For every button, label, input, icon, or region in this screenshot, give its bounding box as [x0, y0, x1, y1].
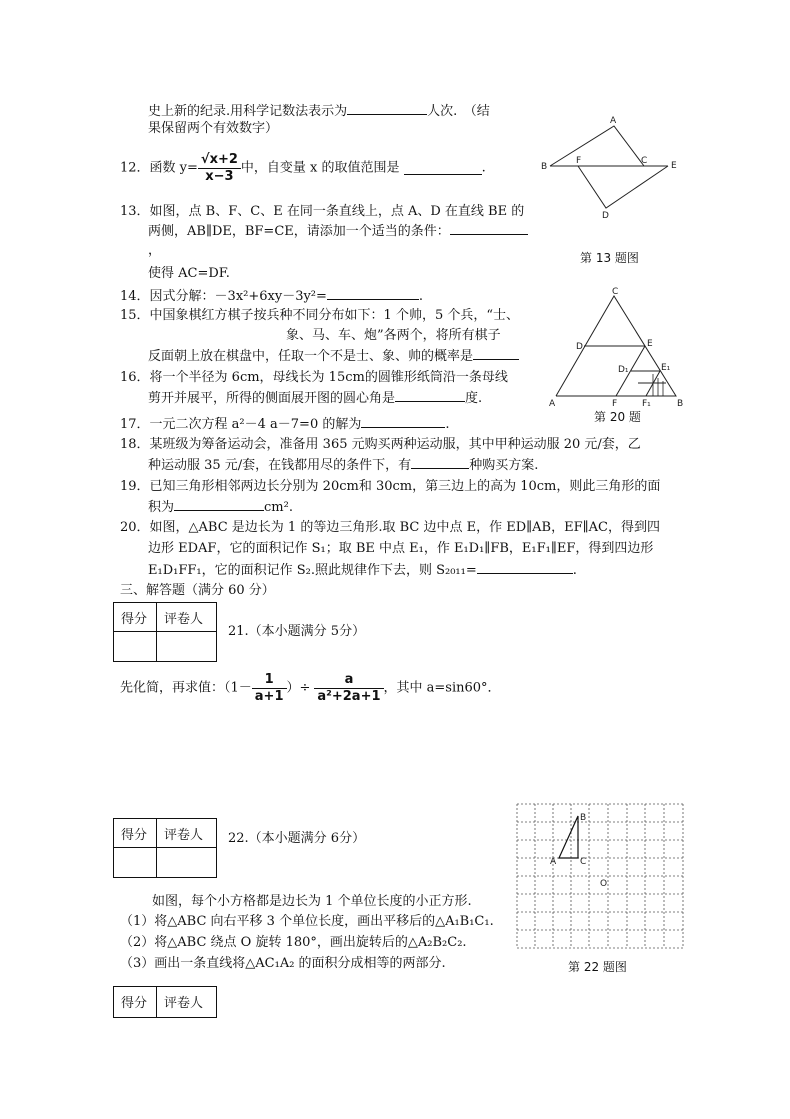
q17-answer-blank[interactable] — [361, 415, 445, 428]
label-C: C — [641, 156, 648, 166]
q12-answer-blank[interactable] — [404, 162, 482, 175]
label-B: B — [580, 813, 587, 823]
label-B: B — [677, 399, 684, 409]
q19-line2: 积为 cm². — [148, 500, 293, 515]
score-input[interactable] — [114, 848, 156, 877]
figure-22 — [515, 802, 687, 952]
q22-line4: （3）画出一条直线将△AC₁A₂ 的面积分成相等的两部分. — [120, 956, 446, 971]
q13-line4: 使得 AC=DF. — [148, 266, 230, 281]
q15-answer-blank[interactable] — [473, 347, 519, 360]
label-F: F — [576, 156, 582, 166]
grader-input[interactable] — [157, 632, 216, 661]
q13-line1: 13．如图，点 B、F、C、E 在同一条直线上，点 A、D 在直线 BE 的 — [120, 204, 525, 219]
score-table-1 — [113, 602, 217, 662]
label-E: E — [671, 161, 677, 171]
q16-answer-blank[interactable] — [395, 389, 465, 402]
q22-line3: （2）将△ABC 绕点 O 旋转 180°，画出旋转后的△A₂B₂C₂. — [120, 935, 467, 950]
figure-13 — [538, 116, 688, 221]
score-label: 得分 — [121, 828, 148, 843]
q19-answer-blank[interactable] — [174, 498, 264, 511]
q18-line1: 18．某班级为筹备运动会，准备用 365 元购买两种运动服，其中甲种运动服 20 元/套，乙 — [120, 437, 641, 452]
q21-fraction-2: $\frac{a}{\text{a²+2a+1}}$ — [314, 672, 383, 705]
label-A: A — [550, 857, 557, 867]
q22-header: 22.（本小题满分 6分） — [228, 831, 366, 846]
q13-line3: ， — [148, 243, 162, 258]
figure-20 — [546, 288, 686, 410]
label-C: C — [612, 287, 619, 297]
q20-line1: 20．如图，△ABC 是边长为 1 的等边三角形.取 BC 边中点 E，作 ED∥AB，EF∥AC，得到四 — [120, 520, 660, 535]
q22-line1: 如图，每个小方格都是边长为 1 个单位长度的小正方形. — [152, 894, 472, 909]
label-F: F — [612, 399, 618, 409]
q17: 17．一元二次方程 a²－4 a－7=0 的解为 . — [120, 417, 450, 432]
label-F1: F₁ — [642, 399, 651, 409]
label-B: B — [541, 162, 548, 172]
q15-line3: 反面朝上放在棋盘中，任取一个不是士、象、帅的概率是 — [148, 347, 519, 366]
q13-answer-blank[interactable] — [450, 222, 528, 235]
q16-line1: 16．将一个半径为 6cm，母线长为 15cm的圆锥形纸筒沿一条母线 — [120, 370, 508, 385]
q15-line2: 象、马、车、炮”各两个，将所有棋子 — [286, 328, 501, 343]
q21-fraction-1: $\frac{1}{a+1}$ — [252, 672, 287, 705]
q20-line3: E₁D₁FF₁，它的面积记作 S₂.照此规律作下去，则 S₂₀₁₁= . — [148, 563, 577, 578]
figure-20-caption: 第 20 题 — [594, 410, 641, 424]
label-E1: E₁ — [661, 363, 671, 373]
q20-line2: 边形 EDAF，它的面积记作 S₁；取 BE 中点 E₁，作 E₁D₁∥FB，E₁F₁∥EF，得到四边形 — [148, 541, 654, 556]
figure-13-caption: 第 13 题图 — [580, 251, 639, 265]
label-A: A — [610, 116, 617, 126]
q22-line2: （1）将△ABC 向右平移 3 个单位长度，画出平移后的△A₁B₁C₁. — [120, 914, 494, 929]
score-input[interactable] — [114, 632, 156, 661]
label-O: O — [600, 879, 608, 889]
label-E: E — [647, 339, 653, 349]
grid — [517, 804, 683, 948]
grader-label: 评卷人 — [164, 828, 204, 843]
grader-label: 评卷人 — [164, 996, 204, 1011]
q20-answer-blank[interactable] — [477, 561, 573, 574]
score-label: 得分 — [121, 996, 148, 1011]
q14: 14．因式分解：－3x²+6xy－3y²= . — [120, 289, 424, 304]
section-title: 三、解答题（满分 60 分） — [120, 583, 275, 598]
q21-expression: 先化简，再求值：（1－ $\frac{1}{a+1}$ ）÷ $\frac{a}{\text{a²+2a+1}}$ ，其中 a=sin60°． — [120, 672, 501, 704]
q13-line2: 两侧，AB∥DE，BF=CE，请添加一个适当的条件： — [148, 222, 528, 241]
score-table-2 — [113, 818, 217, 878]
label-D: D — [576, 342, 583, 352]
q21-header: 21.（本小题满分 5分） — [228, 624, 366, 639]
q14-answer-blank[interactable] — [327, 287, 419, 300]
q19-line1: 19．已知三角形相邻两边长分别为 20cm和 30cm，第三边上的高为 10cm，则此三角形的面 — [120, 479, 661, 494]
q11-line2: 果保留两个有效数字） — [148, 121, 279, 136]
figure-22-caption: 第 22 题图 — [568, 960, 627, 974]
label-A: A — [549, 399, 556, 409]
score-label: 得分 — [121, 612, 148, 627]
q12-fraction: $\frac{√x+2}{x-3}$ — [198, 152, 241, 185]
grader-input[interactable] — [157, 848, 216, 877]
label-C: C — [580, 857, 587, 867]
q16-line2: 剪开并展平，所得的侧面展开图的圆心角是 度. — [148, 391, 483, 406]
label-D: D — [602, 211, 609, 221]
q11-line1: 史上新的纪录.用科学记数法表示为 人次. （结 — [148, 104, 490, 119]
q15-line1: 15．中国象棋红方棋子按兵种不同分布如下：1 个帅，5 个兵，“士、 — [120, 308, 519, 323]
grader-label: 评卷人 — [164, 612, 204, 627]
q18-answer-blank[interactable] — [411, 456, 469, 469]
label-D1: D₁ — [618, 365, 629, 375]
score-table-3 — [113, 986, 217, 1018]
q12: 12．函数 y= $\frac{√x+2}{x-3}$ 中，自变量 x 的取值范围是 . — [120, 152, 486, 184]
q11-answer-blank[interactable] — [347, 102, 427, 115]
q18-line2: 种运动服 35 元/套，在钱都用尽的条件下，有 种购买方案. — [148, 458, 539, 473]
